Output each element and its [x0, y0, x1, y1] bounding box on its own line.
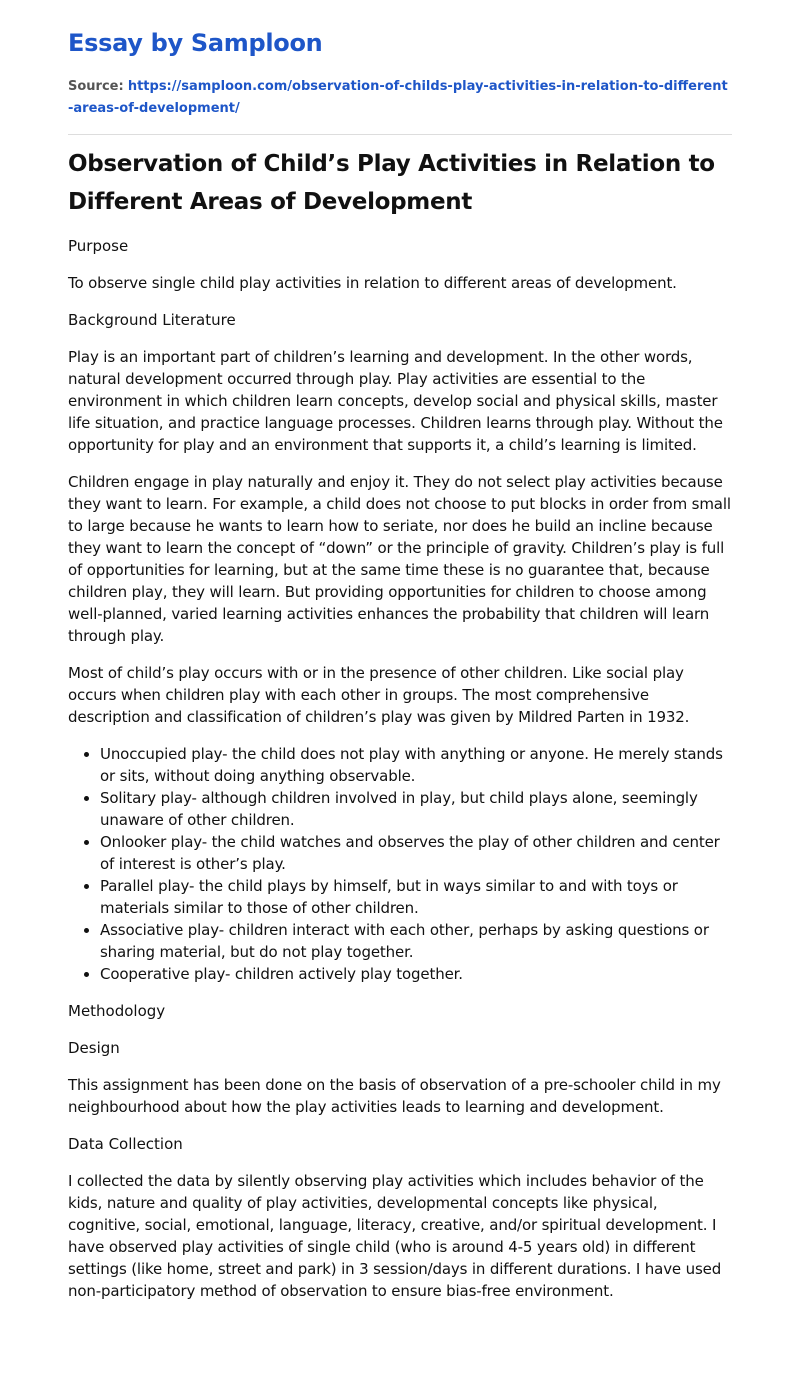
list-item: • Cooperative play- children actively play together.	[100, 963, 732, 985]
design-paragraph: This assignment has been done on the basis of observation of a pre-schooler child in my neighbourhood about how the play activities leads to learning and development.	[68, 1076, 721, 1116]
data-collection-paragraph: I collected the data by silently observing play activities which includes behavior of the kids, nature and quality of play activities, developmental concepts like physical, cognitive, social, emotional, language, literacy, creative, and/or spiritual development. I have observed play activities of single child (who is around 4-5 years old) in different settings (like home, street and park) in 3 session/days in different durations. I have used non-participatory method of observation to ensure bias-free environment.	[68, 1172, 722, 1300]
methodology-heading: Methodology	[68, 1002, 166, 1020]
list-item: • Onlooker play- the child watches and observes the play of other children and center of interest is other’s play.	[100, 831, 732, 875]
source-label: Source:	[68, 79, 124, 94]
purpose-paragraph: To observe single child play activities in relation to different areas of development.	[68, 274, 677, 292]
background-paragraph-3: Most of child’s play occurs with or in the presence of other children. Like social play occurs when children play with each other in groups. The most comprehensive description and classification of children’s play was given by Mildred Parten in 1932.	[68, 664, 690, 726]
background-heading: Background Literature	[68, 311, 236, 329]
site-brand[interactable]: Essay by Samploon	[68, 29, 323, 57]
background-paragraph-2: Children engage in play naturally and enjoy it. They do not select play activities because they want to learn. For example, a child does not choose to put blocks in order from small to large because he wants to learn how to seriate, nor does he build an incline because they want to learn the concept of “down” or the principle of gravity. Children’s play is full of opportunities for learning, but at the same time these is no guarantee that, because children play, they will learn. But providing opportunities for children to choose among well-planned, varied learning activities enhances the probability that children will learn through play.	[68, 473, 731, 645]
list-item: • Parallel play- the child plays by himself, but in ways similar to and with toys or materials similar to those of other children.	[100, 875, 732, 919]
source-link[interactable]: https://samploon.com/observation-of-childs-play-activities-in-relation-to-different-areas-of-development/	[68, 79, 728, 116]
play-types-list	[68, 743, 732, 985]
purpose-heading: Purpose	[68, 237, 129, 255]
design-heading: Design	[68, 1039, 120, 1057]
essay-title: Observation of Child’s Play Activities in Relation to Different Areas of Development	[68, 151, 715, 215]
essay-body	[68, 235, 732, 1302]
background-paragraph-1: Play is an important part of children’s learning and development. In the other words, natural development occurred through play. Play activities are essential to the environment in which children learn concepts, develop social and physical skills, master life situation, and practice language processes. Children learns through play. Without the opportunity for play and an environment that supports it, a child’s learning is limited.	[68, 348, 723, 454]
list-item: • Associative play- children interact with each other, perhaps by asking questions or sharing material, but do not play together.	[100, 919, 732, 963]
source-line	[68, 76, 732, 120]
list-item: • Unoccupied play- the child does not play with anything or anyone. He merely stands or sits, without doing anything observable.	[100, 743, 732, 787]
list-item: • Solitary play- although children involved in play, but child plays alone, seemingly unaware of other children.	[100, 787, 732, 831]
data-collection-heading: Data Collection	[68, 1135, 183, 1153]
header-divider	[68, 134, 732, 135]
